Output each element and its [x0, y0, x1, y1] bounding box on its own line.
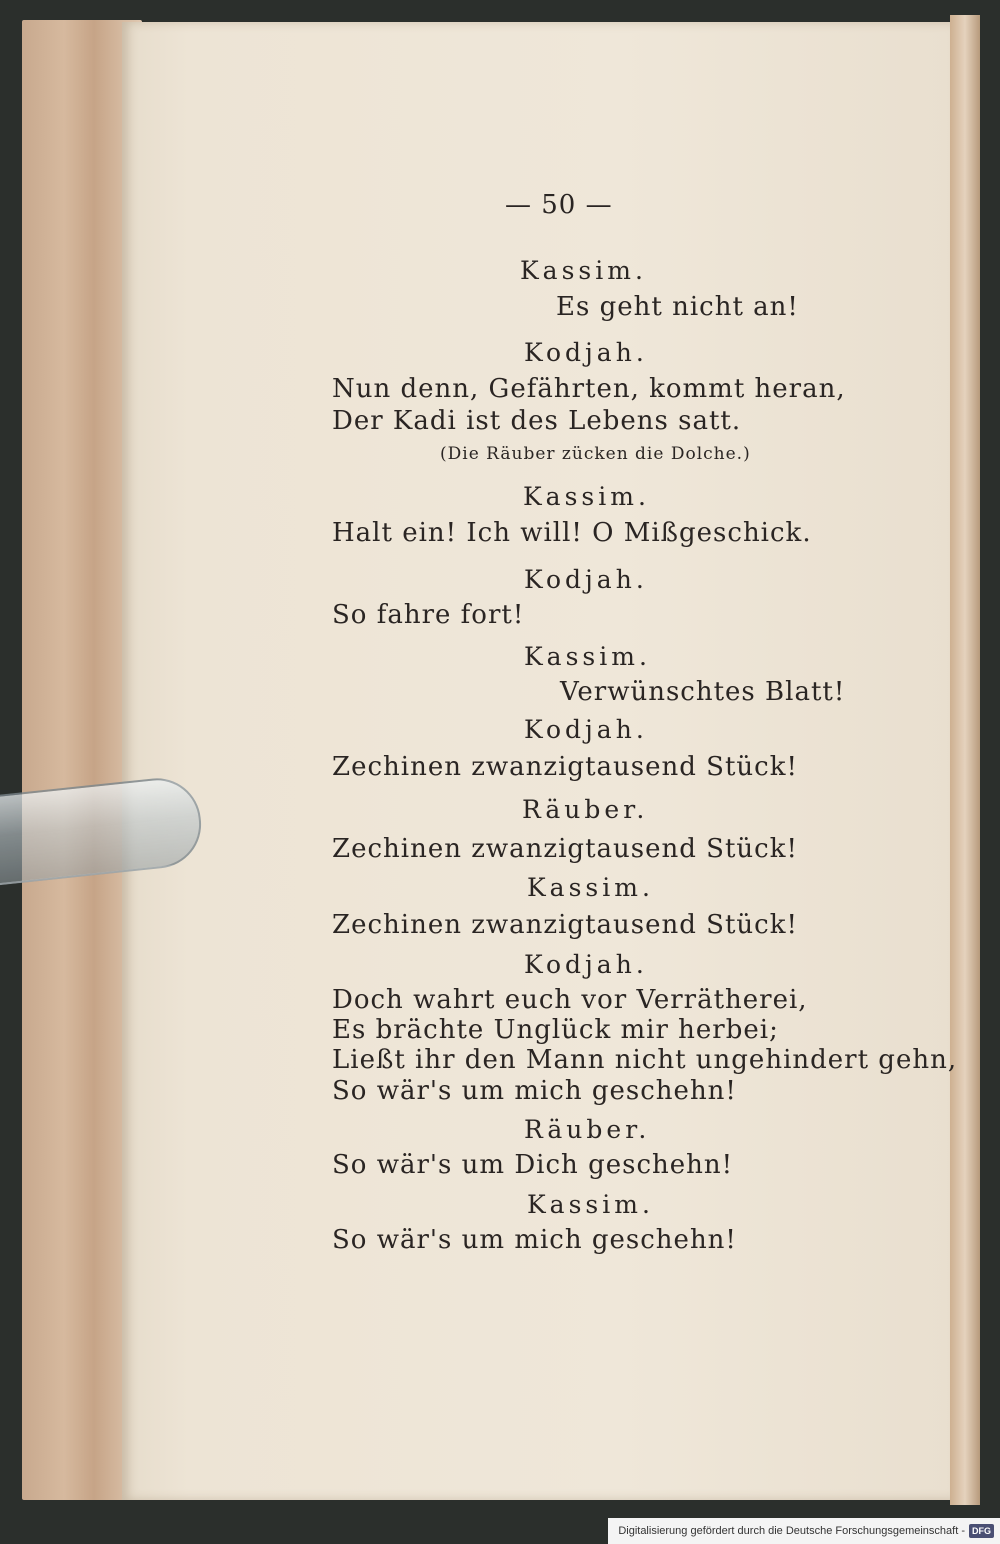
speaker-label: Räuber. [522, 795, 649, 824]
verse-line: Es geht nicht an! [556, 292, 799, 322]
page-number: — 50 — [505, 190, 613, 220]
verse-line: So fahre fort! [332, 600, 525, 630]
verse-line: Ließt ihr den Mann nicht ungehindert gehn, [332, 1045, 958, 1075]
verse-line: So wär's um mich geschehn! [332, 1076, 737, 1106]
speaker-label: Kassim. [523, 482, 650, 511]
verse-line: Es brächte Unglück mir herbei; [332, 1015, 779, 1045]
verse-line: So wär's um mich geschehn! [332, 1225, 737, 1255]
speaker-label: Kodjah. [524, 715, 648, 744]
footer-bar [608, 1518, 1000, 1544]
verse-line: Zechinen zwanzigtausend Stück! [332, 834, 798, 864]
verse-line: Doch wahrt euch vor Verrätherei, [332, 985, 808, 1015]
speaker-label: Kassim. [527, 1190, 654, 1219]
verse-line: Der Kadi ist des Lebens satt. [332, 406, 742, 436]
speaker-label: Kassim. [520, 256, 647, 285]
right-page-edge [950, 15, 980, 1505]
speaker-label: Kassim. [527, 873, 654, 902]
verse-line: Nun denn, Gefährten, kommt heran, [332, 374, 846, 404]
verse-line: Verwünschtes Blatt! [560, 677, 846, 707]
dfg-logo-icon: DFG [969, 1524, 994, 1538]
speaker-label: Räuber. [524, 1115, 651, 1144]
verse-line: So wär's um Dich geschehn! [332, 1150, 734, 1180]
stage-direction: (Die Räuber zücken die Dolche.) [440, 444, 751, 464]
verse-line: Zechinen zwanzigtausend Stück! [332, 752, 798, 782]
funding-notice: Digitalisierung gefördert durch die Deutsche Forschungsgemeinschaft - [618, 1525, 965, 1537]
speaker-label: Kassim. [524, 642, 651, 671]
speaker-label: Kodjah. [524, 950, 648, 979]
verse-line: Halt ein! Ich will! O Mißgeschick. [332, 518, 812, 548]
speaker-label: Kodjah. [524, 565, 648, 594]
speaker-label: Kodjah. [524, 338, 648, 367]
verse-line: Zechinen zwanzigtausend Stück! [332, 910, 798, 940]
